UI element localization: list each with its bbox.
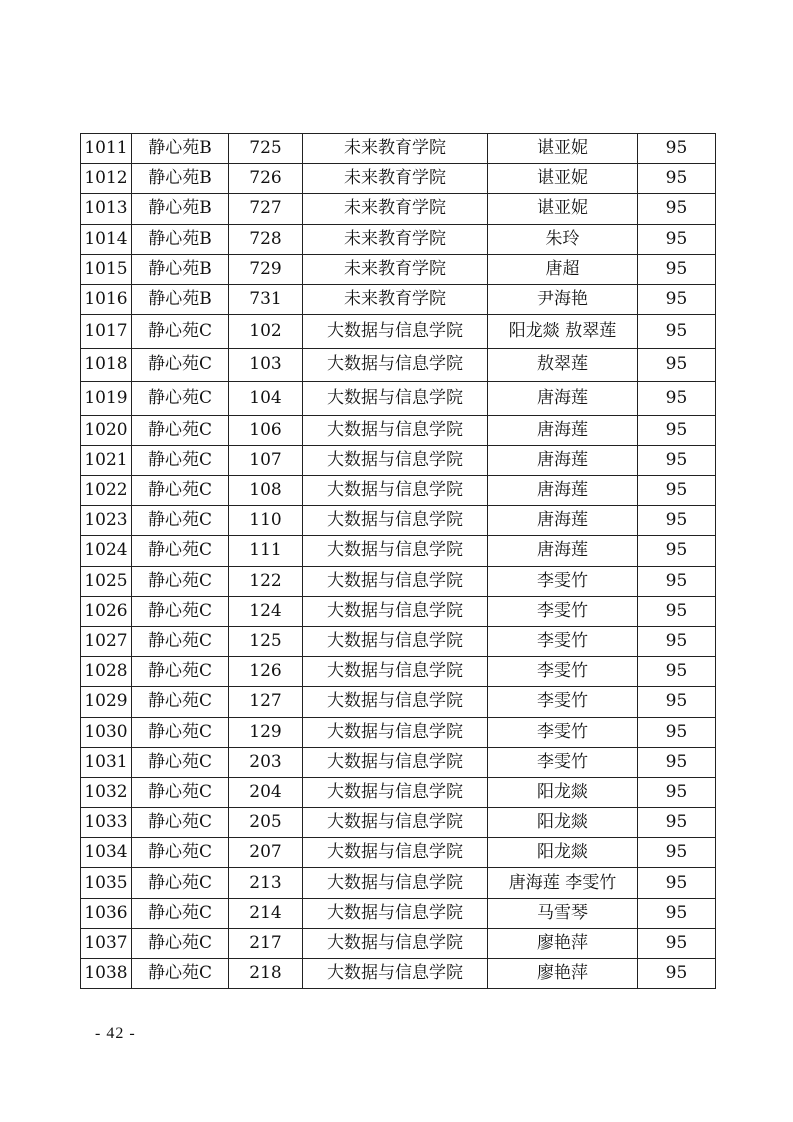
building-cell: 静心苑C [132, 808, 229, 838]
responsible-person-cell: 阳龙燚 敖翠莲 [488, 315, 638, 349]
room-number-cell: 106 [229, 415, 303, 445]
responsible-person-cell: 马雪琴 [488, 898, 638, 928]
college-cell: 大数据与信息学院 [303, 536, 488, 566]
college-cell: 大数据与信息学院 [303, 657, 488, 687]
row-number-cell: 1037 [81, 928, 132, 958]
row-number-cell: 1016 [81, 284, 132, 314]
room-number-cell: 122 [229, 566, 303, 596]
table-row [81, 164, 716, 194]
responsible-person-cell: 谌亚妮 [488, 164, 638, 194]
score-cell: 95 [638, 315, 716, 349]
building-cell: 静心苑C [132, 626, 229, 656]
college-cell: 大数据与信息学院 [303, 777, 488, 807]
row-number-cell: 1015 [81, 254, 132, 284]
row-number-cell: 1012 [81, 164, 132, 194]
table-row [81, 194, 716, 224]
responsible-person-cell: 廖艳萍 [488, 959, 638, 989]
responsible-person-cell: 谌亚妮 [488, 134, 638, 164]
building-cell: 静心苑C [132, 928, 229, 958]
score-cell: 95 [638, 224, 716, 254]
responsible-person-cell: 阳龙燚 [488, 777, 638, 807]
score-cell: 95 [638, 415, 716, 445]
responsible-person-cell: 朱玲 [488, 224, 638, 254]
row-number-cell: 1024 [81, 536, 132, 566]
responsible-person-cell: 李雯竹 [488, 626, 638, 656]
table-body [81, 134, 716, 989]
college-cell: 大数据与信息学院 [303, 808, 488, 838]
room-number-cell: 204 [229, 777, 303, 807]
room-number-cell: 214 [229, 898, 303, 928]
score-cell: 95 [638, 657, 716, 687]
table-row [81, 868, 716, 898]
score-cell: 95 [638, 134, 716, 164]
building-cell: 静心苑C [132, 868, 229, 898]
responsible-person-cell: 敖翠莲 [488, 348, 638, 382]
room-number-cell: 218 [229, 959, 303, 989]
room-number-cell: 213 [229, 868, 303, 898]
college-cell: 大数据与信息学院 [303, 959, 488, 989]
responsible-person-cell: 唐海莲 [488, 506, 638, 536]
table-row [81, 476, 716, 506]
building-cell: 静心苑C [132, 596, 229, 626]
table-row [81, 506, 716, 536]
building-cell: 静心苑B [132, 164, 229, 194]
table-row [81, 254, 716, 284]
college-cell: 大数据与信息学院 [303, 596, 488, 626]
college-cell: 未来教育学院 [303, 284, 488, 314]
building-cell: 静心苑B [132, 224, 229, 254]
college-cell: 未来教育学院 [303, 254, 488, 284]
room-number-cell: 205 [229, 808, 303, 838]
building-cell: 静心苑C [132, 717, 229, 747]
responsible-person-cell: 唐超 [488, 254, 638, 284]
score-cell: 95 [638, 254, 716, 284]
row-number-cell: 1032 [81, 777, 132, 807]
table-row [81, 747, 716, 777]
room-number-cell: 727 [229, 194, 303, 224]
score-cell: 95 [638, 626, 716, 656]
table-row [81, 315, 716, 349]
row-number-cell: 1022 [81, 476, 132, 506]
table-row [81, 928, 716, 958]
inspection-score-table [80, 133, 716, 989]
college-cell: 大数据与信息学院 [303, 747, 488, 777]
table-row [81, 687, 716, 717]
responsible-person-cell: 阳龙燚 [488, 838, 638, 868]
responsible-person-cell: 李雯竹 [488, 596, 638, 626]
responsible-person-cell: 唐海莲 [488, 476, 638, 506]
table-row [81, 348, 716, 382]
responsible-person-cell: 唐海莲 [488, 415, 638, 445]
building-cell: 静心苑B [132, 134, 229, 164]
building-cell: 静心苑C [132, 747, 229, 777]
college-cell: 未来教育学院 [303, 224, 488, 254]
responsible-person-cell: 李雯竹 [488, 717, 638, 747]
building-cell: 静心苑C [132, 506, 229, 536]
responsible-person-cell: 唐海莲 [488, 382, 638, 416]
building-cell: 静心苑C [132, 657, 229, 687]
college-cell: 大数据与信息学院 [303, 476, 488, 506]
building-cell: 静心苑C [132, 415, 229, 445]
score-cell: 95 [638, 717, 716, 747]
table-row [81, 898, 716, 928]
room-number-cell: 217 [229, 928, 303, 958]
responsible-person-cell: 廖艳萍 [488, 928, 638, 958]
college-cell: 大数据与信息学院 [303, 838, 488, 868]
building-cell: 静心苑C [132, 476, 229, 506]
responsible-person-cell: 李雯竹 [488, 566, 638, 596]
score-cell: 95 [638, 959, 716, 989]
row-number-cell: 1028 [81, 657, 132, 687]
table-row [81, 445, 716, 475]
building-cell: 静心苑C [132, 445, 229, 475]
table-row [81, 382, 716, 416]
responsible-person-cell: 李雯竹 [488, 687, 638, 717]
score-cell: 95 [638, 777, 716, 807]
score-cell: 95 [638, 348, 716, 382]
college-cell: 大数据与信息学院 [303, 445, 488, 475]
building-cell: 静心苑C [132, 959, 229, 989]
responsible-person-cell: 阳龙燚 [488, 808, 638, 838]
building-cell: 静心苑B [132, 254, 229, 284]
score-cell: 95 [638, 596, 716, 626]
college-cell: 大数据与信息学院 [303, 868, 488, 898]
room-number-cell: 111 [229, 536, 303, 566]
room-number-cell: 107 [229, 445, 303, 475]
room-number-cell: 731 [229, 284, 303, 314]
table-row [81, 959, 716, 989]
row-number-cell: 1027 [81, 626, 132, 656]
row-number-cell: 1026 [81, 596, 132, 626]
score-cell: 95 [638, 445, 716, 475]
row-number-cell: 1011 [81, 134, 132, 164]
row-number-cell: 1013 [81, 194, 132, 224]
college-cell: 未来教育学院 [303, 134, 488, 164]
row-number-cell: 1030 [81, 717, 132, 747]
room-number-cell: 108 [229, 476, 303, 506]
room-number-cell: 729 [229, 254, 303, 284]
responsible-person-cell: 唐海莲 [488, 536, 638, 566]
score-cell: 95 [638, 928, 716, 958]
building-cell: 静心苑C [132, 898, 229, 928]
table-row [81, 566, 716, 596]
score-cell: 95 [638, 898, 716, 928]
row-number-cell: 1025 [81, 566, 132, 596]
college-cell: 大数据与信息学院 [303, 315, 488, 349]
row-number-cell: 1018 [81, 348, 132, 382]
row-number-cell: 1023 [81, 506, 132, 536]
row-number-cell: 1034 [81, 838, 132, 868]
score-cell: 95 [638, 164, 716, 194]
table-row [81, 717, 716, 747]
row-number-cell: 1033 [81, 808, 132, 838]
room-number-cell: 203 [229, 747, 303, 777]
score-cell: 95 [638, 747, 716, 777]
college-cell: 大数据与信息学院 [303, 687, 488, 717]
room-number-cell: 725 [229, 134, 303, 164]
row-number-cell: 1020 [81, 415, 132, 445]
row-number-cell: 1021 [81, 445, 132, 475]
college-cell: 大数据与信息学院 [303, 626, 488, 656]
college-cell: 大数据与信息学院 [303, 415, 488, 445]
table-row [81, 838, 716, 868]
responsible-person-cell: 尹海艳 [488, 284, 638, 314]
building-cell: 静心苑B [132, 194, 229, 224]
row-number-cell: 1031 [81, 747, 132, 777]
score-cell: 95 [638, 808, 716, 838]
room-number-cell: 726 [229, 164, 303, 194]
responsible-person-cell: 李雯竹 [488, 747, 638, 777]
room-number-cell: 124 [229, 596, 303, 626]
responsible-person-cell: 李雯竹 [488, 657, 638, 687]
room-number-cell: 126 [229, 657, 303, 687]
table-row [81, 415, 716, 445]
table-row [81, 626, 716, 656]
room-number-cell: 207 [229, 838, 303, 868]
building-cell: 静心苑C [132, 566, 229, 596]
row-number-cell: 1036 [81, 898, 132, 928]
building-cell: 静心苑C [132, 687, 229, 717]
building-cell: 静心苑C [132, 382, 229, 416]
score-cell: 95 [638, 868, 716, 898]
building-cell: 静心苑B [132, 284, 229, 314]
table-row [81, 596, 716, 626]
room-number-cell: 125 [229, 626, 303, 656]
building-cell: 静心苑C [132, 315, 229, 349]
room-number-cell: 129 [229, 717, 303, 747]
room-number-cell: 104 [229, 382, 303, 416]
college-cell: 大数据与信息学院 [303, 898, 488, 928]
row-number-cell: 1038 [81, 959, 132, 989]
row-number-cell: 1017 [81, 315, 132, 349]
score-cell: 95 [638, 194, 716, 224]
row-number-cell: 1014 [81, 224, 132, 254]
table-row [81, 284, 716, 314]
score-cell: 95 [638, 566, 716, 596]
building-cell: 静心苑C [132, 777, 229, 807]
score-cell: 95 [638, 284, 716, 314]
room-number-cell: 127 [229, 687, 303, 717]
row-number-cell: 1029 [81, 687, 132, 717]
responsible-person-cell: 唐海莲 李雯竹 [488, 868, 638, 898]
building-cell: 静心苑C [132, 536, 229, 566]
table-row [81, 657, 716, 687]
table-row [81, 777, 716, 807]
college-cell: 大数据与信息学院 [303, 928, 488, 958]
room-number-cell: 102 [229, 315, 303, 349]
college-cell: 大数据与信息学院 [303, 506, 488, 536]
row-number-cell: 1019 [81, 382, 132, 416]
college-cell: 未来教育学院 [303, 194, 488, 224]
table-row [81, 134, 716, 164]
responsible-person-cell: 唐海莲 [488, 445, 638, 475]
college-cell: 大数据与信息学院 [303, 382, 488, 416]
row-number-cell: 1035 [81, 868, 132, 898]
table-row [81, 224, 716, 254]
college-cell: 大数据与信息学院 [303, 717, 488, 747]
score-cell: 95 [638, 476, 716, 506]
room-number-cell: 728 [229, 224, 303, 254]
college-cell: 大数据与信息学院 [303, 566, 488, 596]
table-row [81, 536, 716, 566]
score-cell: 95 [638, 687, 716, 717]
score-cell: 95 [638, 838, 716, 868]
room-number-cell: 103 [229, 348, 303, 382]
college-cell: 大数据与信息学院 [303, 348, 488, 382]
score-cell: 95 [638, 506, 716, 536]
responsible-person-cell: 谌亚妮 [488, 194, 638, 224]
building-cell: 静心苑C [132, 348, 229, 382]
score-cell: 95 [638, 536, 716, 566]
score-cell: 95 [638, 382, 716, 416]
page-number: - 42 - [95, 1025, 136, 1042]
room-number-cell: 110 [229, 506, 303, 536]
college-cell: 未来教育学院 [303, 164, 488, 194]
building-cell: 静心苑C [132, 838, 229, 868]
table-row [81, 808, 716, 838]
